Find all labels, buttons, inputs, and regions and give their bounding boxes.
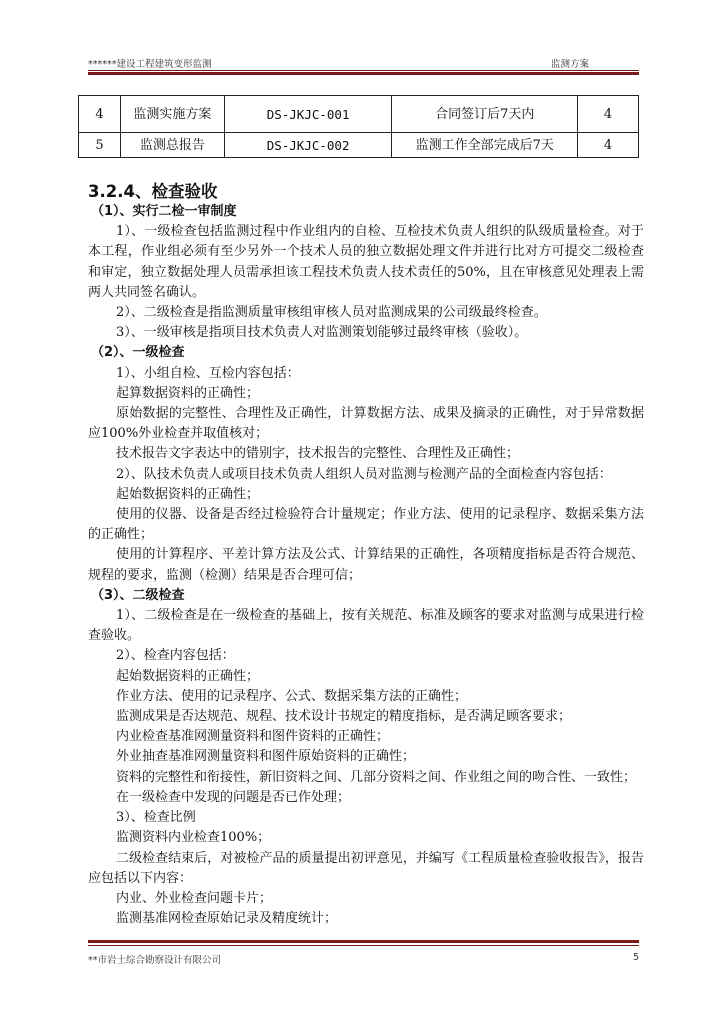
footer-rule-thick bbox=[88, 940, 639, 943]
paragraph: 起始数据资料的正确性； bbox=[116, 668, 260, 684]
header-title: ******建设工程建筑变形监测 bbox=[88, 59, 212, 70]
footer-company: **市岩土综合勘察设计有限公司 bbox=[88, 955, 222, 966]
section-heading: 3.2.4、检查验收 bbox=[88, 182, 218, 201]
deliverables-table bbox=[78, 95, 639, 158]
table-cell: 5 bbox=[79, 133, 121, 158]
paragraph: 1）、小组自检、互检内容包括： bbox=[116, 365, 300, 381]
paragraph: 2）、检查内容包括： bbox=[116, 648, 235, 664]
page-header bbox=[88, 56, 639, 70]
table-cell: 4 bbox=[578, 133, 639, 158]
header-section: 监测方案 bbox=[550, 59, 589, 70]
table-row bbox=[79, 96, 639, 133]
paragraph: 1）、一级检查包括监测过程中作业组内的自检、互检技术负责人组织的队级质量检查。对于本工程，作业组必须有至少另外一个技术人员的独立数据处理文件并进行比对方可提交二级检查和审定，独立数据处理人员需承担该工程技术负责人技术责任的50%，且在审核意见处理表上需两人共同签名确认。 bbox=[88, 224, 644, 300]
paragraph: 原始数据的完整性、合理性及正确性，计算数据方法、成果及摘录的正确性，对于异常数据应100%外业检查并取值核对； bbox=[88, 406, 644, 442]
table-cell: 合同签订后7天内 bbox=[392, 96, 578, 133]
paragraph: 3）、检查比例 bbox=[116, 810, 196, 826]
paragraph: 监测成果是否达规范、规程、技术设计书规定的精度指标，是否满足顾客要求； bbox=[116, 709, 572, 725]
table-cell: DS-JKJC-001 bbox=[224, 96, 392, 133]
table-cell: 监测实施方案 bbox=[120, 96, 224, 133]
table-cell: 监测总报告 bbox=[120, 133, 224, 158]
paragraph: 起算数据资料的正确性； bbox=[116, 385, 260, 401]
paragraph: 2）、二级检查是指监测质量审核组审核人员对监测成果的公司级最终检查。 bbox=[116, 305, 547, 321]
table-cell: DS-JKJC-002 bbox=[224, 133, 392, 158]
paragraph: 使用的计算程序、平差计算方法及公式、计算结果的正确性，各项精度指标是否符合规范、规程的要求，监测（检测）结果是否合理可信； bbox=[88, 547, 644, 583]
paragraph: 在一级检查中发现的问题是否已作处理； bbox=[116, 789, 351, 805]
header-rule bbox=[88, 70, 639, 71]
section-body bbox=[88, 202, 644, 929]
paragraph: 二级检查结束后，对被检产品的质量提出初评意见，并编写《工程质量检查验收报告》，报告应包括以下内容： bbox=[88, 850, 644, 886]
paragraph: 使用的仪器、设备是否经过检验符合计量规定；作业方法、使用的记录程序、数据采集方法的正确性； bbox=[88, 507, 644, 543]
paragraph: 监测基准网检查原始记录及精度统计； bbox=[116, 911, 338, 927]
paragraph: 2）、队技术负责人或项目技术负责人组织人员对监测与检测产品的全面检查内容包括： bbox=[116, 466, 612, 482]
header-rule-thick bbox=[88, 72, 639, 75]
paragraph: 1）、二级检查是在一级检查的基础上，按有关规范、标准及顾客的要求对监测与成果进行检查验收。 bbox=[88, 608, 644, 644]
table-cell: 4 bbox=[578, 96, 639, 133]
paragraph: 技术报告文字表达中的错别字，技术报告的完整性、合理性及正确性； bbox=[116, 446, 520, 462]
paragraph: 监测资料内业检查100%； bbox=[116, 830, 271, 846]
paragraph: 3）、一级审核是指项目技术负责人对监测策划能够过最终审核（验收）。 bbox=[116, 325, 528, 341]
subheading: （1）、实行二检一审制度 bbox=[91, 204, 237, 219]
paragraph: 作业方法、使用的记录程序、公式、数据采集方法的正确性； bbox=[116, 688, 468, 704]
subheading: （2）、一级检查 bbox=[91, 345, 185, 361]
paragraph: 起始数据资料的正确性； bbox=[116, 486, 260, 502]
table-cell: 监测工作全部完成后7天 bbox=[392, 133, 578, 158]
page-number: 5 bbox=[632, 952, 639, 963]
footer-rule bbox=[88, 945, 639, 946]
table-cell: 4 bbox=[79, 96, 121, 133]
paragraph: 内业、外业检查问题卡片； bbox=[116, 890, 273, 906]
table-row bbox=[79, 133, 639, 158]
paragraph: 外业抽查基准网测量资料和图件原始资料的正确性； bbox=[116, 749, 416, 765]
subheading: （3）、二级检查 bbox=[91, 587, 185, 603]
paragraph: 资料的完整性和衔接性，新旧资料之间、几部分资料之间、作业组之间的吻合性、一致性； bbox=[116, 769, 637, 785]
paragraph: 内业检查基准网测量资料和图件资料的正确性； bbox=[116, 729, 390, 745]
